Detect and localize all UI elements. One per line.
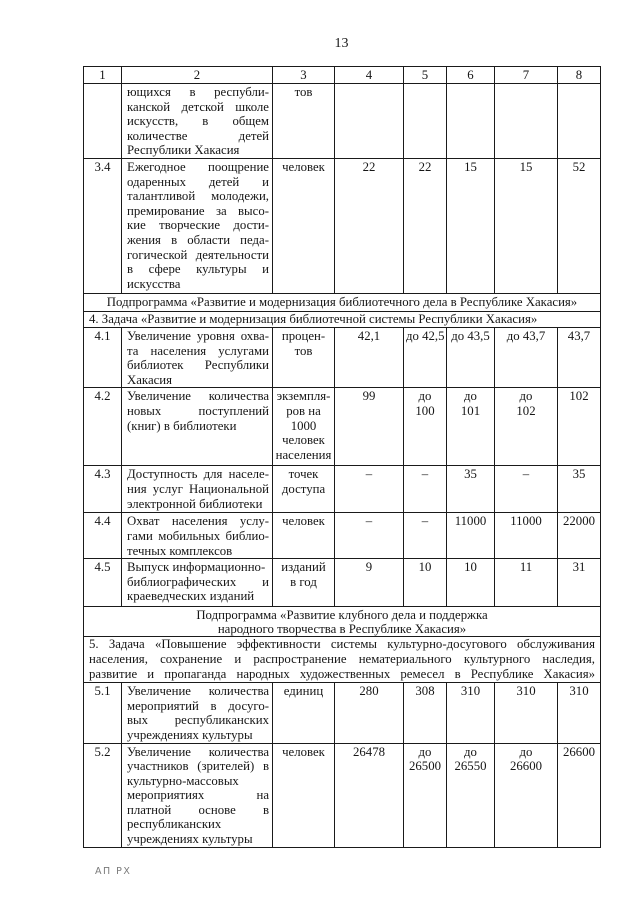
unit-line: в год — [290, 574, 317, 589]
value-line: 26550 — [454, 759, 487, 774]
unit-line: человек — [282, 433, 325, 448]
value-line: 22 — [362, 159, 376, 174]
value-col-4 — [335, 683, 404, 743]
value-col-5 — [404, 513, 447, 559]
value-col-5 — [404, 466, 447, 513]
value-line: 101 — [460, 403, 481, 418]
value-line: 310 — [569, 684, 589, 699]
subprogram-heading — [84, 293, 601, 311]
column-number: 2 — [122, 67, 273, 84]
unit-line: человек — [282, 744, 325, 759]
page-number: 13 — [334, 36, 349, 51]
indicator-name-line: Выпуск информационно- — [127, 560, 266, 575]
value-line: 52 — [572, 159, 586, 174]
indicator-name-line: Увеличение количества — [127, 684, 269, 699]
indicator-name-line: (книг) в библиотеки — [127, 418, 237, 433]
indicator-name-line: ния услуг Национальной — [127, 481, 269, 496]
value-line: 11000 — [510, 514, 542, 529]
value-col-5 — [404, 388, 447, 466]
indicator-name-line: Охват населения услу- — [127, 514, 269, 529]
value-col-5 — [404, 743, 447, 847]
value-col-5 — [404, 158, 447, 293]
unit-cell — [273, 513, 335, 559]
value-line: 100 — [415, 403, 435, 418]
indicator-name-line: мероприятий в досуго- — [127, 698, 269, 713]
value-line: 26600 — [563, 744, 595, 759]
indicator-number: 3.4 — [84, 158, 122, 293]
indicator-name-line: искусства — [127, 276, 181, 291]
unit-cell — [273, 327, 335, 387]
indicator-name-line: библиографических и — [127, 574, 269, 589]
task-row — [84, 311, 601, 327]
value-line: 102 — [516, 403, 536, 418]
indicator-name-cell — [122, 559, 273, 607]
value-col-7 — [495, 683, 558, 743]
indicator-name-cell — [122, 513, 273, 559]
unit-line: человек — [282, 159, 325, 174]
value-line: 11 — [519, 560, 533, 575]
indicator-name-line: кие творческие дости- — [127, 218, 269, 233]
table-row — [84, 513, 601, 559]
unit-cell — [273, 84, 335, 159]
subprogram-heading-line: народного творчества в Республике Хакасия» — [217, 621, 467, 636]
column-number: 6 — [447, 67, 495, 84]
value-line: 102 — [569, 389, 589, 404]
value-col-7 — [495, 84, 558, 159]
indicator-number: 4.1 — [84, 327, 122, 387]
indicator-name-line: течных комплексов — [127, 543, 233, 558]
value-line: 31 — [572, 560, 586, 575]
value-col-4 — [335, 466, 404, 513]
value-col-6 — [447, 84, 495, 159]
value-col-8 — [558, 327, 601, 387]
value-col-7 — [495, 743, 558, 847]
value-col-8 — [558, 743, 601, 847]
indicator-name-line: платной основе в — [127, 802, 269, 817]
table-row — [84, 559, 601, 607]
column-number-row — [84, 67, 601, 84]
subprogram-heading-line: Подпрограмма «Развитие и модернизация библиотечного дела в Республике Хакасия» — [106, 295, 578, 310]
table-row — [84, 388, 601, 466]
value-col-4 — [335, 513, 404, 559]
value-col-8 — [558, 683, 601, 743]
value-line: – — [365, 467, 373, 482]
column-number: 7 — [495, 67, 558, 84]
indicator-name-line: республиканских — [127, 817, 222, 832]
indicators-table — [83, 66, 601, 848]
value-col-4 — [335, 84, 404, 159]
value-col-6 — [447, 158, 495, 293]
subprogram-row — [84, 607, 601, 637]
indicator-name-line: учреждениях культуры — [127, 832, 253, 847]
indicator-name-line: искусств, в общем — [127, 114, 269, 129]
value-line: 99 — [362, 389, 376, 404]
indicator-name-line: одаренных детей и — [127, 174, 269, 189]
unit-line: тов — [294, 85, 313, 99]
value-col-4 — [335, 559, 404, 607]
indicator-name-line: премирование за высо- — [127, 203, 269, 218]
indicator-number: 4.2 — [84, 388, 122, 466]
indicator-name-line: количестве детей — [127, 128, 269, 143]
indicator-name-line: жения в области педа- — [127, 232, 269, 247]
value-line: 280 — [359, 684, 379, 699]
value-line: 22 — [418, 159, 432, 174]
indicator-name-cell — [122, 158, 273, 293]
table-row — [84, 327, 601, 387]
table-row — [84, 466, 601, 513]
value-col-5 — [404, 683, 447, 743]
value-line: 35 — [464, 467, 477, 482]
value-line: до — [418, 389, 432, 404]
indicator-name-line: Увеличение количества — [127, 389, 269, 404]
indicator-name-line: в сфере культуры и — [127, 262, 269, 277]
archive-stamp: АП РХ — [95, 866, 132, 877]
value-col-7 — [495, 559, 558, 607]
indicator-name-line: Ежегодное поощрение — [127, 159, 269, 174]
value-col-4 — [335, 388, 404, 466]
column-number: 8 — [558, 67, 601, 84]
table-row — [84, 743, 601, 847]
unit-line: человек — [282, 514, 325, 529]
table-row — [84, 158, 601, 293]
value-line: 11000 — [454, 514, 487, 529]
value-col-8 — [558, 513, 601, 559]
value-line: 43,7 — [567, 328, 591, 343]
unit-line: ров на — [286, 403, 321, 418]
value-line: 308 — [415, 684, 435, 699]
unit-cell — [273, 743, 335, 847]
indicator-name-line: Республики Хакасия — [127, 143, 240, 158]
value-line: 310 — [460, 684, 481, 699]
value-col-5 — [404, 84, 447, 159]
value-line: 26478 — [353, 744, 385, 759]
indicator-number: 5.1 — [84, 683, 122, 743]
value-col-7 — [495, 158, 558, 293]
indicator-name-line: гами мобильных библио- — [127, 528, 269, 543]
indicator-name-cell — [122, 743, 273, 847]
value-line: – — [365, 514, 373, 529]
indicator-name-cell — [122, 466, 273, 513]
indicator-name-line: учреждениях культуры — [127, 727, 253, 742]
value-col-6 — [447, 513, 495, 559]
value-col-7 — [495, 466, 558, 513]
column-number: 1 — [84, 67, 122, 84]
value-col-7 — [495, 388, 558, 466]
value-line: 42,1 — [357, 328, 381, 343]
task-heading-line: развитие и пропаганда народных художественных ремесел в Республике Хакасия» — [89, 667, 595, 682]
value-line: 10 — [418, 560, 432, 575]
value-col-8 — [558, 84, 601, 159]
value-col-4 — [335, 743, 404, 847]
indicator-name-line: Хакасия — [127, 372, 173, 387]
value-line: – — [421, 514, 429, 529]
value-col-5 — [404, 327, 447, 387]
indicator-name-line: Увеличение количества — [127, 744, 269, 759]
value-col-5 — [404, 559, 447, 607]
indicator-number: 4.5 — [84, 559, 122, 607]
value-line: 10 — [464, 560, 477, 575]
indicator-name-line: ющихся в республи- — [127, 85, 269, 99]
value-col-8 — [558, 158, 601, 293]
indicator-number-cell — [84, 84, 122, 159]
value-line: – — [421, 467, 429, 482]
indicator-name-line: гогической деятельности — [127, 247, 269, 262]
indicator-name-line: вых республиканских — [127, 713, 269, 728]
unit-cell — [273, 388, 335, 466]
indicator-number: 4.3 — [84, 466, 122, 513]
unit-line: доступа — [281, 481, 326, 496]
subprogram-heading-line: Подпрограмма «Развитие клубного дела и поддержка — [196, 607, 488, 622]
unit-line: единиц — [283, 684, 324, 699]
task-heading — [84, 637, 601, 683]
value-line: 310 — [516, 684, 536, 699]
value-col-6 — [447, 559, 495, 607]
table-row — [84, 84, 601, 159]
value-line: 22000 — [563, 514, 595, 529]
column-number: 4 — [335, 67, 404, 84]
value-line: до — [464, 389, 477, 404]
value-col-8 — [558, 559, 601, 607]
value-line: – — [522, 467, 530, 482]
indicator-name-line: канской детской школе — [127, 99, 269, 114]
task-heading-line: населения, сохранение и распространение нематериального культурного наследия, — [89, 652, 595, 667]
unit-line: изданий — [281, 560, 326, 575]
indicator-number: 4.4 — [84, 513, 122, 559]
indicator-name-line: краеведческих изданий — [127, 589, 255, 604]
table-row — [84, 683, 601, 743]
task-heading — [84, 311, 601, 327]
unit-cell — [273, 466, 335, 513]
value-col-8 — [558, 466, 601, 513]
value-col-4 — [335, 158, 404, 293]
indicator-name-cell — [122, 388, 273, 466]
value-line: до — [519, 389, 533, 404]
value-line: до — [519, 744, 533, 759]
unit-cell — [273, 559, 335, 607]
task-heading-line: 4. Задача «Развитие и модернизация библиотечной системы Республики Хакасия» — [89, 312, 538, 327]
task-heading-line: 5. Задача «Повышение эффективности системы культурно-досугового обслуживания — [89, 637, 595, 652]
indicator-name-line: Доступность для населе- — [127, 467, 269, 482]
indicator-number: 5.2 — [84, 743, 122, 847]
value-col-6 — [447, 743, 495, 847]
task-row — [84, 637, 601, 683]
unit-line: тов — [294, 343, 313, 358]
value-col-6 — [447, 327, 495, 387]
indicator-name-cell — [122, 327, 273, 387]
value-line: до 43,7 — [506, 328, 546, 343]
value-line: до 42,5 — [406, 328, 445, 343]
value-line: 35 — [572, 467, 586, 482]
indicator-name-line: талантливой молодежи, — [127, 189, 269, 204]
value-col-7 — [495, 327, 558, 387]
indicator-name-cell — [122, 84, 273, 159]
unit-line: точек — [288, 467, 319, 482]
column-number: 5 — [404, 67, 447, 84]
unit-line: 1000 — [290, 418, 317, 433]
value-line: до — [418, 744, 432, 759]
value-col-4 — [335, 327, 404, 387]
indicator-name-line: участников (зрителей) в — [127, 759, 269, 774]
indicator-name-line: электронной библиотеки — [127, 496, 263, 511]
value-line: 9 — [365, 560, 373, 575]
unit-line: экземпля- — [276, 389, 331, 404]
value-line: 26600 — [510, 759, 542, 774]
unit-line: процен- — [281, 328, 326, 343]
subprogram-heading — [84, 607, 601, 637]
indicator-name-cell — [122, 683, 273, 743]
unit-cell — [273, 683, 335, 743]
value-col-8 — [558, 388, 601, 466]
indicator-name-line: библиотек Республики — [127, 358, 269, 373]
unit-cell — [273, 158, 335, 293]
value-line: 15 — [519, 159, 533, 174]
indicator-name-line: Увеличение уровня охва- — [127, 328, 269, 343]
value-col-6 — [447, 683, 495, 743]
subprogram-row — [84, 293, 601, 311]
value-line: 15 — [464, 159, 477, 174]
column-number: 3 — [273, 67, 335, 84]
value-line: до 43,5 — [451, 328, 490, 343]
value-line: 26500 — [409, 759, 441, 774]
unit-line: населения — [275, 447, 332, 462]
value-col-7 — [495, 513, 558, 559]
indicator-name-line: мероприятиях на — [127, 788, 269, 803]
indicator-name-line: новых поступлений — [127, 403, 269, 418]
indicator-name-line: культурно-массовых — [127, 773, 239, 788]
value-line: до — [464, 744, 477, 759]
value-col-6 — [447, 466, 495, 513]
indicator-name-line: та населения услугами — [127, 343, 269, 358]
value-col-6 — [447, 388, 495, 466]
